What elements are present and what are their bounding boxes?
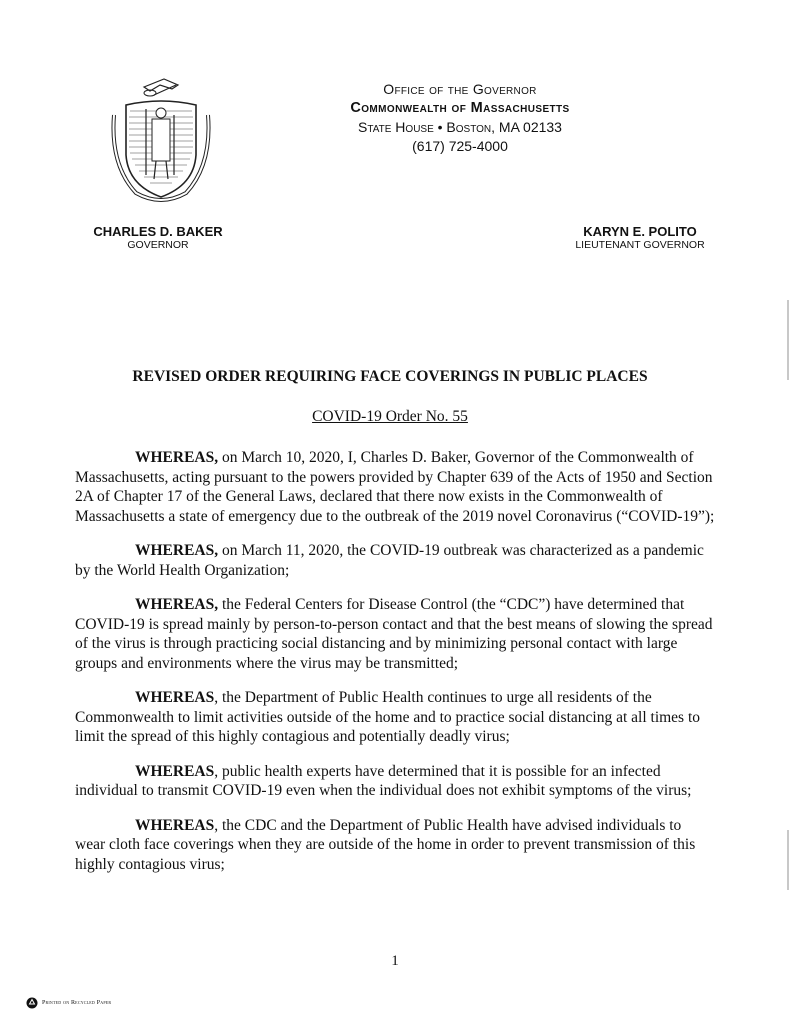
letterhead-commonwealth: Commonwealth of Massachusetts <box>350 100 570 116</box>
lt-governor-block <box>560 224 720 252</box>
paragraph <box>75 448 715 526</box>
paragraph <box>75 688 715 747</box>
lt-governor-title: LIEUTENANT GOVERNOR <box>575 239 705 251</box>
paragraph-text: , public health experts have determined that it is possible for an infected individual to transmit COVID-19 even when the individual does not exhibit symptoms of the virus; <box>75 762 692 799</box>
letterhead-address: State House • Boston, MA 02133 <box>358 119 562 135</box>
page-number: 1 <box>391 953 399 969</box>
paragraph-lead: WHEREAS <box>135 762 215 780</box>
letterhead-phone: (617) 725-4000 <box>412 138 508 154</box>
letterhead <box>300 80 620 156</box>
document-body <box>75 448 715 889</box>
massachusetts-seal-icon <box>106 75 216 210</box>
paragraph-lead: WHEREAS, <box>135 542 219 559</box>
recycled-paper-label: Printed on Recycled Paper <box>42 1000 112 1006</box>
paragraph-text: the Federal Centers for Disease Control (the “CDC”) have determined that COVID-19 is spread mainly by person-to-person contact and that the best means of slowing the spread of the virus is through practicing social distancing and by minimizing personal contact with large groups and environments where the virus may be transmitted; <box>75 596 713 672</box>
recycled-paper-mark <box>26 996 111 1010</box>
paragraph-lead: WHEREAS <box>135 816 215 834</box>
governor-name: CHARLES D. BAKER <box>93 224 223 239</box>
paragraph <box>75 762 715 801</box>
governor-title: GOVERNOR <box>127 239 189 251</box>
scan-edge-mark <box>787 300 789 380</box>
scan-edge-mark <box>787 830 789 890</box>
paragraph <box>75 541 715 580</box>
document-title: REVISED ORDER REQUIRING FACE COVERINGS IN PUBLIC PLACES <box>132 368 648 385</box>
paragraph-text: on March 11, 2020, the COVID-19 outbreak was characterized as a pandemic by the World Health Organization; <box>75 542 704 579</box>
order-number <box>60 408 720 426</box>
paragraph-text: on March 10, 2020, I, Charles D. Baker, Governor of the Commonwealth of Massachusetts, acting pursuant to the powers provided by Chapter 639 of the Acts of 1950 and Section 2A of Chapter 17 of the General Laws, declared that there now exists in the Commonwealth of Massachusetts a state of emergency due to the outbreak of the 2019 novel Coronavirus (“COVID-19”); <box>75 449 715 525</box>
paragraph <box>75 816 715 875</box>
order-number-text: COVID-19 Order No. 55 <box>312 408 468 425</box>
recycle-icon <box>26 997 38 1009</box>
paragraph-text: , the CDC and the Department of Public Health have advised individuals to wear cloth face coverings when they are outside of the home in order to prevent transmission of this highly contagious virus; <box>75 816 696 873</box>
paragraph-lead: WHEREAS <box>135 689 215 706</box>
paragraph-lead: WHEREAS, <box>135 596 219 613</box>
governor-block <box>88 224 228 252</box>
paragraph-text: , the Department of Public Health continues to urge all residents of the Commonwealth to limit activities outside of the home and to practice social distancing at all times to limit the spread of this highly contagious and potentially deadly virus; <box>75 689 701 745</box>
lt-governor-name: KARYN E. POLITO <box>583 224 697 239</box>
paragraph-lead: WHEREAS, <box>135 449 219 466</box>
paragraph <box>75 595 715 673</box>
letterhead-office: Office of the Governor <box>383 81 537 97</box>
